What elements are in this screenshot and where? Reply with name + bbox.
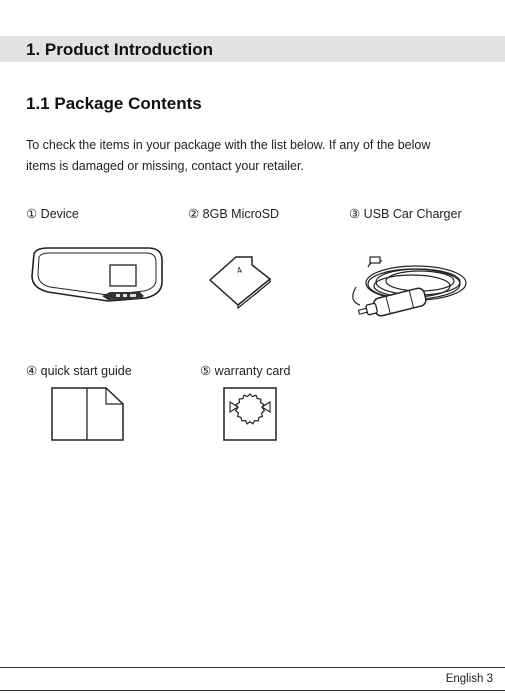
page-number: English 3: [445, 673, 493, 685]
warranty-card-icon: [222, 386, 278, 442]
intro-paragraph: [26, 135, 486, 177]
section-title: 1. Product Introduction: [26, 40, 213, 59]
svg-text:4: 4: [235, 264, 244, 276]
item-label-warranty-card: ⑤ warranty card: [200, 364, 291, 378]
item-label-car-charger: ③ USB Car Charger: [349, 207, 462, 221]
intro-line-1: To check the items in your package with the list below. If any of the below: [26, 138, 431, 152]
microsd-card-icon: [208, 253, 274, 309]
intro-line-2: items is damaged or missing, contact your retailer.: [26, 159, 304, 173]
usb-car-charger-icon: [342, 253, 470, 325]
item-label-microsd: ② 8GB MicroSD: [188, 207, 280, 221]
footer-bottom-rule: [0, 690, 505, 691]
rearview-mirror-dashcam-icon: [28, 246, 166, 304]
item-label-device: ① Device: [26, 207, 79, 221]
item-label-quick-start-guide: ④ quick start guide: [26, 364, 132, 378]
quick-start-guide-icon: [50, 386, 126, 442]
subsection-title: 1.1 Package Contents: [26, 94, 202, 113]
footer-top-rule: [0, 667, 505, 668]
